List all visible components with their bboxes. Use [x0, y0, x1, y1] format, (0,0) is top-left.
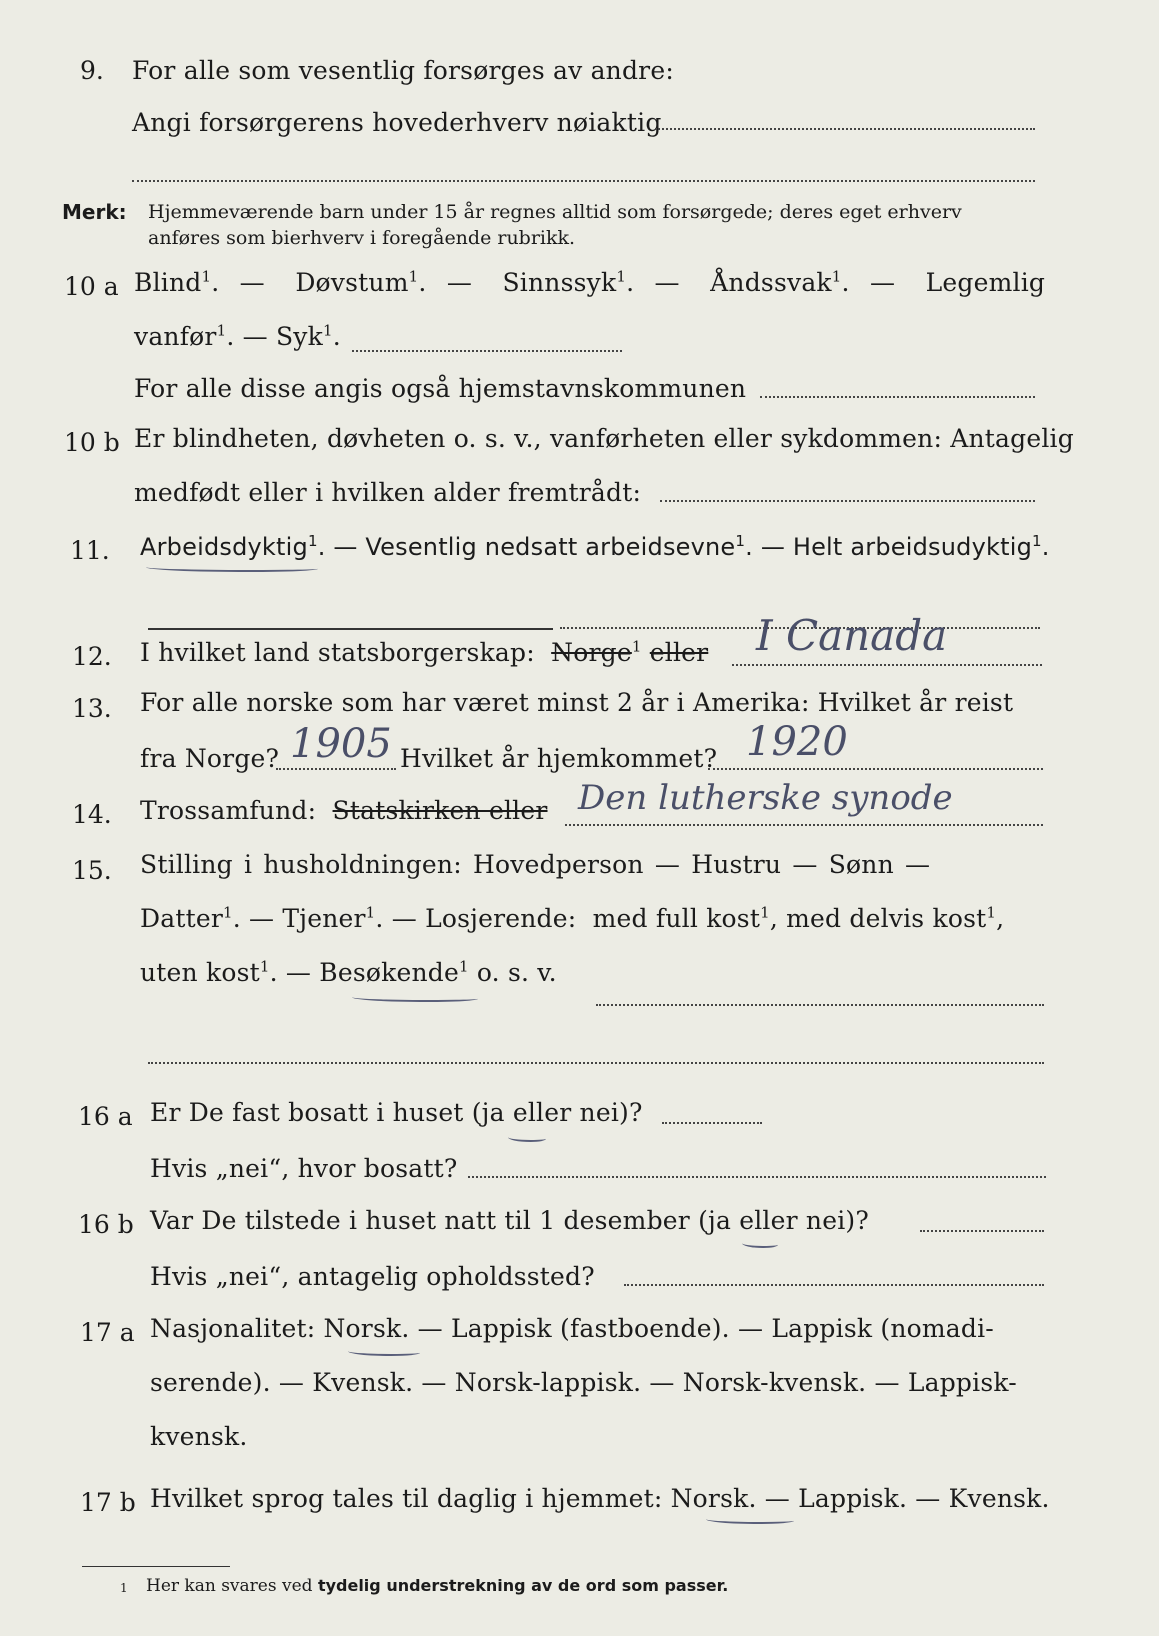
q9-provider-field-2[interactable]: [132, 180, 1035, 182]
q13-label-left: fra Norge?: [140, 744, 280, 773]
q9-provider-label: Angi forsørgerens hovederhverv nøiaktig: [132, 108, 662, 137]
q9-text: For alle som vesentlig forsørges av andre:: [132, 56, 674, 85]
q13-label-return: Hvilket år hjemkommet?: [400, 744, 718, 773]
merk-text-2: anføres som bierhverv i foregående rubrikk.: [148, 227, 576, 249]
q16b-number: 16 b: [78, 1210, 134, 1239]
q17b-text-1: Hvilket sprog tales til daglig i hjemmet: Norsk. — Lappisk. — Kvensk.: [150, 1484, 1050, 1513]
q15-text-3: uten kost$^1$. — Besøkende$^1$ o. s. v.: [140, 957, 557, 987]
footnote-mark: 1: [120, 1581, 128, 1595]
q10a-options-line-2: vanfør$^1$. — Syk$^1$.: [134, 321, 341, 351]
q10a-field[interactable]: [352, 350, 622, 352]
opt-arbeidsdyktig[interactable]: Arbeidsdyktig: [140, 533, 308, 561]
q9-number: 9.: [80, 56, 104, 85]
q15-number: 15.: [72, 856, 112, 885]
opt-tjener[interactable]: Tjener: [282, 904, 366, 933]
q17a-text-3: kvensk.: [150, 1422, 248, 1451]
q12-handwritten-answer: I Canada: [756, 611, 948, 660]
osv-text: o. s. v.: [476, 958, 557, 987]
q16a-field[interactable]: [662, 1122, 762, 1124]
q14-handwritten-answer: Den lutherske synode: [578, 778, 953, 818]
q15-field-2[interactable]: [148, 1062, 1044, 1064]
q12-label-text: I hvilket land statsborgerskap:: [140, 638, 535, 667]
q16b-text-1: Var De tilstede i huset natt til 1 desember (ja eller nei)?: [150, 1206, 869, 1235]
q11-number: 11.: [70, 536, 110, 565]
q10b-field[interactable]: [660, 500, 1035, 502]
q12-struck-norge: Norge: [551, 638, 632, 667]
q17a-text-2: serende). — Kvensk. — Norsk-lappisk. — Norsk-kvensk. — Lappisk-: [150, 1368, 1017, 1397]
q12-number: 12.: [72, 642, 112, 671]
underline-norsk-17b: [706, 1516, 794, 1524]
q10a-options-line-1: Blind$^1$. — Døvstum$^1$. — Sinnssyk$^1$. — Åndssvak$^1$. — Legemlig: [134, 267, 1046, 297]
q9-provider-field[interactable]: [655, 128, 1035, 130]
footnote-text-b: tydelig understrekning av de ord som passer.: [317, 1576, 729, 1595]
underline-ja-16b: [742, 1240, 778, 1248]
q17b-number: 17 b: [80, 1488, 136, 1517]
opt-delvis-kost[interactable]: med delvis kost: [786, 904, 987, 933]
q17a-number: 17 a: [80, 1318, 135, 1347]
underline-arbeidsdyktig: [146, 564, 318, 572]
q10a-number: 10 a: [64, 272, 119, 301]
opt-helt-arbeidsudyktig[interactable]: Helt arbeidsudyktig: [792, 533, 1033, 561]
q16a-text-2: Hvis „nei“, hvor bosatt?: [150, 1154, 458, 1183]
q16b-location-field[interactable]: [624, 1284, 1044, 1286]
q15-text-1: Stilling i husholdningen: Hovedperson — Hustru — Sønn —: [140, 850, 931, 879]
merk-text-1: Hjemmeværende barn under 15 år regnes alltid som forsørgede; deres eget erhverv: [148, 201, 962, 223]
q14-label-text: Trossamfund:: [140, 796, 317, 825]
opt-besokende[interactable]: Besøkende: [319, 958, 459, 987]
opt-sinnssyk[interactable]: Sinnssyk: [502, 268, 617, 297]
q15-field[interactable]: [596, 1004, 1044, 1006]
underline-norsk-17a: [348, 1348, 420, 1356]
q14-label: [140, 796, 548, 826]
opt-uten-kost[interactable]: uten kost: [140, 958, 260, 987]
q14-field[interactable]: [565, 824, 1043, 826]
q11-rule-left: [148, 628, 553, 630]
footnote-text: [146, 1574, 728, 1598]
q10b-number: 10 b: [64, 428, 120, 457]
q15-text-2: Datter$^1$. — Tjener$^1$. — Losjerende: med full kost$^1$, med delvis kost$^1$,: [140, 903, 1005, 933]
q13-number: 13.: [72, 694, 112, 723]
opt-syk[interactable]: Syk: [275, 322, 323, 351]
q11-options: Arbeidsdyktig$^1$. — Vesentlig nedsatt arbeidsevne$^1$. — Helt arbeidsudyktig$^1$.: [140, 532, 1050, 561]
q10a-hometown-label: For alle disse angis også hjemstavnskommunen: [134, 374, 747, 403]
underline-besokende: [352, 994, 478, 1002]
footnote-text-a: Her kan svares ved: [146, 1576, 313, 1596]
q16b-field[interactable]: [920, 1230, 1044, 1232]
q13-return-field[interactable]: [708, 768, 1043, 770]
opt-full-kost[interactable]: med full kost: [592, 904, 761, 933]
q12-label: I hvilket land statsborgerskap: Norge$^1$ eller: [140, 637, 709, 667]
q13-left-field[interactable]: [276, 768, 396, 770]
underline-ja-16a: [508, 1134, 546, 1142]
opt-blind[interactable]: Blind: [134, 268, 202, 297]
q13-answer-left: 1905: [290, 721, 392, 767]
q16a-text-1: Er De fast bosatt i huset (ja eller nei)?: [150, 1098, 643, 1127]
q17a-text-1: Nasjonalitet: Norsk. — Lappisk (fastboende). — Lappisk (nomadi-: [150, 1314, 994, 1343]
merk-label: Merk:: [62, 200, 127, 224]
q10b-text-1: Er blindheten, døvheten o. s. v., vanførheten eller sykdommen: Antagelig: [134, 424, 1074, 453]
q13-answer-return: 1920: [746, 719, 848, 765]
q10a-hometown-field[interactable]: [760, 396, 1035, 398]
opt-andssvak[interactable]: Åndssvak: [710, 268, 832, 297]
q16a-number: 16 a: [78, 1102, 133, 1131]
q12-eller: eller: [649, 638, 709, 667]
opt-vanfor[interactable]: vanfør: [134, 322, 217, 351]
q16b-text-2: Hvis „nei“, antagelig opholdssted?: [150, 1262, 595, 1291]
q12-field[interactable]: [732, 664, 1042, 666]
opt-legemlig[interactable]: Legemlig: [925, 268, 1046, 297]
opt-dovstum[interactable]: Døvstum: [295, 268, 409, 297]
losjerende-label: Losjerende:: [425, 904, 577, 933]
footnote-rule: [82, 1566, 230, 1567]
q16a-residence-field[interactable]: [468, 1176, 1046, 1178]
opt-datter[interactable]: Datter: [140, 904, 223, 933]
q14-number: 14.: [72, 800, 112, 829]
opt-vesentlig-nedsatt[interactable]: Vesentlig nedsatt arbeidsevne: [365, 533, 736, 561]
q13-text-1: For alle norske som har været minst 2 år i Amerika: Hvilket år reist: [140, 688, 1014, 717]
q14-struck: Statskirken eller: [332, 796, 548, 825]
q10b-text-2: medfødt eller i hvilken alder fremtrådt:: [134, 478, 642, 507]
